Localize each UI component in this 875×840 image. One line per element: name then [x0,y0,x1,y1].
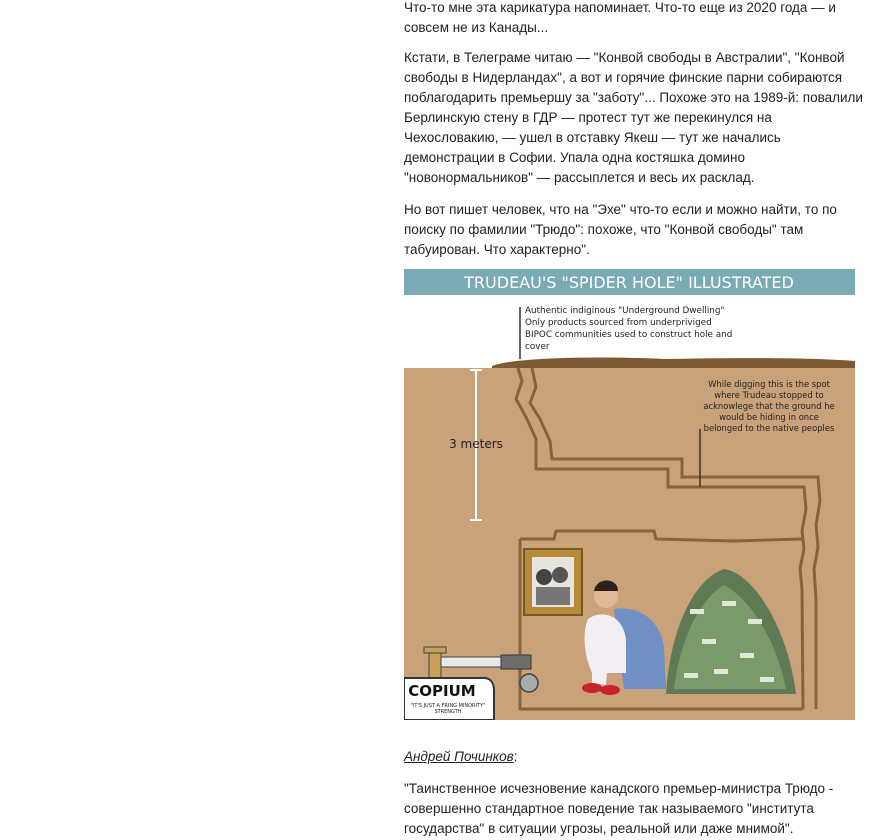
quote-paragraph: "Таинственное исчезновение канадского премьер-министра Трюдо - совершенно стандартное поведение так называемого "института государства" в ситуации угрозы, реальной или даже мнимой". [404,781,834,836]
spot-note-line-3: acknowlege that the ground he [703,401,835,411]
paragraph-3: Но вот пишет человек, что на "Эхе" что-то если и можно найти, то по поиску по фамилии "Трюдо": похоже, что "Конвой свободы" там табуирован. Что характерно". [404,202,837,257]
paragraph-2: Кстати, в Телеграме читаю — "Конвой свободы в Австралии", "Конвой свободы в Нидерландах", а вот и горячие финские парни собираются поблагодарить премьершу за "заботу"... Похоже это на 1989-й: повалили Берлинскую стену в ГДР — протест тут же перекинулся на Чехословакию, — ушел в отставку Якеш — тут же начались демонстрации в Софии. Упала одна костяшка домино "новонормальников" — рассыплется и весь их расклад. [404,50,863,185]
spot-note-line-1: While digging this is the spot [708,379,830,389]
cartoon-image [404,269,855,720]
author-suffix: : [513,749,518,764]
spot-note-line-5: belonged to the native peoples [703,423,835,433]
spot-note-line-2: where Trudeau stopped to [714,390,824,400]
surface-note-line-1: Authentic indiginous "Underground Dwelling" [525,306,725,316]
paragraph-1: Что-то мне эта карикатура напоминает. Что-то еще из 2020 года — и совсем не из Канады... [404,0,836,35]
surface-note-line-3: BIPOC communities used to construct hole and [525,330,733,340]
cartoon-title: TRUDEAU'S "SPIDER HOLE" ILLUSTRATED [464,273,794,292]
copium-sublabel: "IT'S JUST A FRING MINORITY" [410,703,486,709]
framed-photo [524,549,582,615]
copium-sublabel-2: STRENGTH [434,709,462,715]
surface-mound [492,357,855,368]
author-line [404,747,517,767]
post-body [404,0,866,260]
spot-note-line-4: would be hiding in once [719,412,819,422]
surface-note-line-2: Only products sourced from underpriviged [525,318,712,328]
surface-note-line-4: cover [525,342,550,352]
depth-label: 3 meters [449,437,503,451]
copium-label: COPIUM [408,682,476,700]
author-link[interactable]: Андрей Починков [404,749,514,764]
